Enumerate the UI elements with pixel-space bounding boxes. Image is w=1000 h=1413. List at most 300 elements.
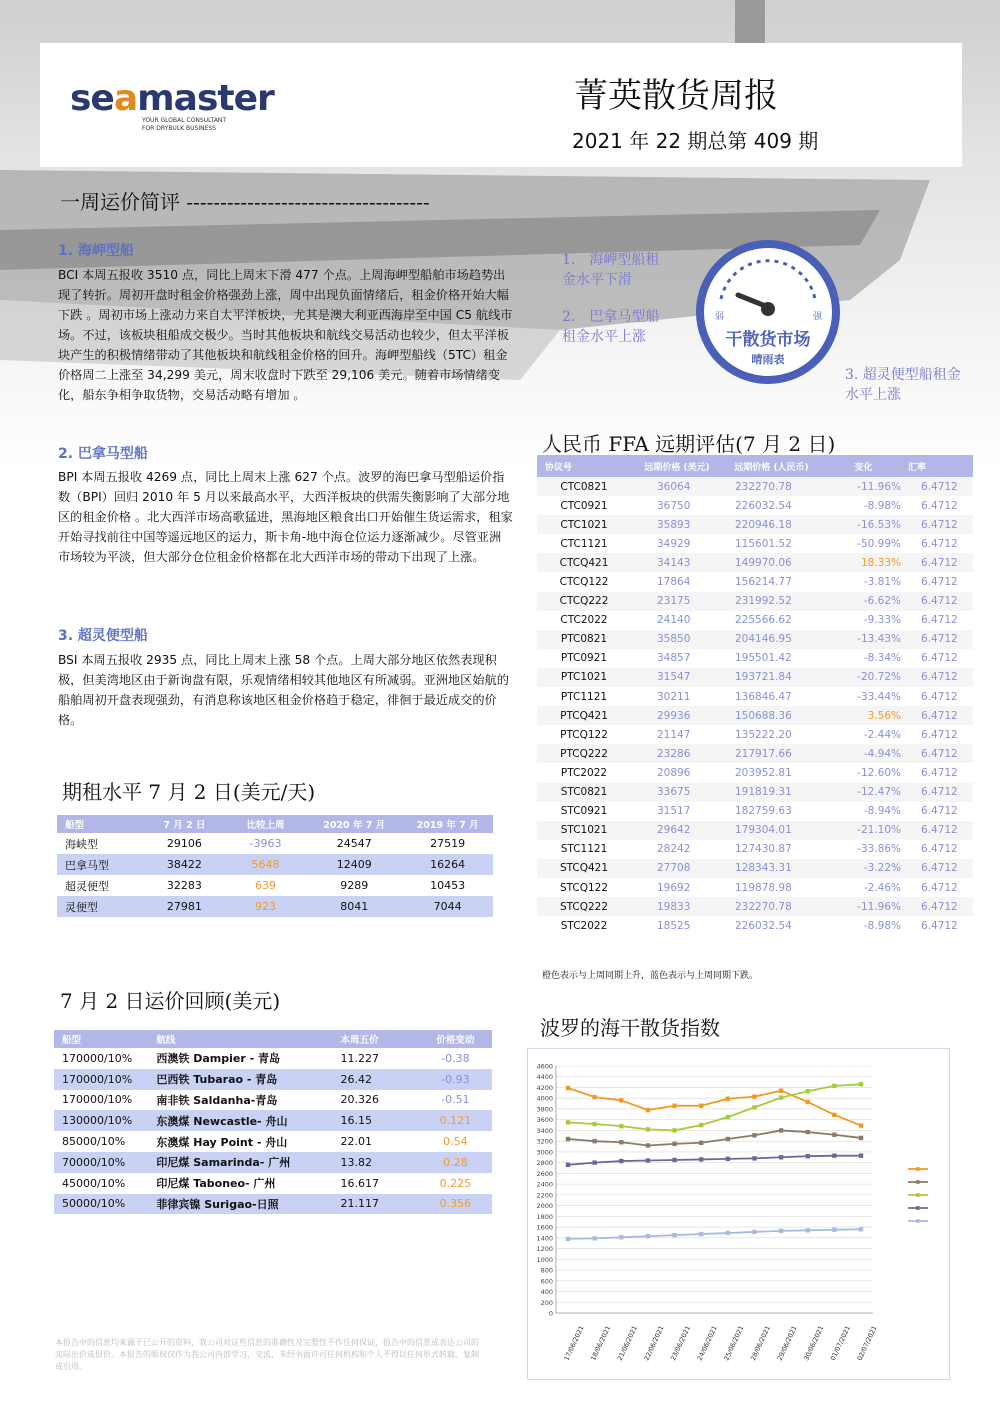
data-point: [699, 1157, 703, 1161]
y2019-cell: 10453: [430, 879, 466, 892]
change-cell: -50.99%: [857, 537, 901, 550]
x-tick-label: 29/06/2021: [775, 1324, 799, 1362]
freight-heading: 7 月 2 日运价回顾(美元): [60, 989, 281, 1013]
fx-cell: 6.4712: [921, 747, 958, 760]
data-point: [699, 1104, 703, 1108]
col-header: 汇率: [908, 462, 927, 473]
usd-price-cell: 36750: [657, 499, 691, 512]
col-header: 价格变动: [436, 1035, 475, 1046]
table-row: [537, 763, 973, 782]
usd-price-cell: 34143: [657, 556, 691, 569]
panamax-paragraph: BPI 本周五报收 4269 点，同比上周末上涨 627 个点。波罗的海巴拿马型船运价指数（BPI）回归 2010 年 5 月以来最高水平，大西洋板块的供需失衡影响了大部分地区的租金价格 。北大西洋市场高歌猛进，黑海地区粮食出口开始催生货运需求，租家开始寻找前往中国等遥远地区的运力，斯卡角-地中海仓位运力逐渐减少。尽管亚洲市场较为平淡，但大部分仓位租金价格都在北大西洋市场的带动下出现了上涨。: [58, 470, 513, 564]
data-point: [859, 1153, 863, 1157]
price-change-cell: -0.93: [441, 1072, 470, 1086]
usd-price-cell: 33675: [657, 786, 691, 799]
rmb-price-cell: 220946.18: [735, 518, 792, 531]
rmb-price-cell: 115601.52: [735, 537, 792, 550]
usd-price-cell: 17864: [657, 576, 691, 589]
rmb-price-cell: 191819.31: [735, 786, 792, 799]
y-tick-label: 1800: [536, 1212, 553, 1221]
legend-marker: [916, 1206, 920, 1210]
data-point: [646, 1143, 650, 1147]
table-row: [537, 477, 973, 496]
ffa-color-note: 橙色表示与上周同期上升，蓝色表示与上周同期下跌。: [542, 971, 759, 981]
route-cell: 东澳煤 Hay Point - 舟山: [156, 1135, 288, 1149]
data-point: [779, 1128, 783, 1132]
fx-cell: 6.4712: [921, 671, 958, 684]
contract-cell: PTCQ122: [560, 728, 608, 741]
data-point: [699, 1141, 703, 1145]
price-change-cell: 0.225: [439, 1176, 472, 1190]
usd-price-cell: 31517: [657, 805, 691, 818]
data-point: [832, 1153, 836, 1157]
usd-price-cell: 28242: [657, 843, 691, 856]
data-point: [726, 1231, 730, 1235]
bdi-line-chart: [528, 1049, 949, 1379]
usd-price-cell: 18525: [657, 919, 691, 932]
contract-cell: STC2022: [560, 919, 608, 932]
fx-cell: 6.4712: [921, 595, 958, 608]
table-row: [57, 896, 493, 917]
rmb-price-cell: 195501.42: [735, 652, 792, 665]
series-line: [568, 1229, 861, 1239]
route-cell: 西澳铁 Dampier - 青岛: [156, 1052, 281, 1066]
data-point: [859, 1123, 863, 1127]
contract-cell: PTCQ222: [560, 747, 608, 760]
x-tick-label: 01/07/2021: [828, 1324, 853, 1362]
ship-size-cell: 50000/10%: [62, 1197, 126, 1211]
rmb-price-cell: 156214.77: [735, 576, 792, 589]
data-point: [646, 1108, 650, 1112]
price-cell: 26.42: [340, 1072, 373, 1086]
table-row: [54, 1048, 492, 1069]
change-cell: 639: [255, 879, 277, 892]
usd-price-cell: 34929: [657, 537, 691, 550]
fx-cell: 6.4712: [921, 690, 958, 703]
data-point: [832, 1133, 836, 1137]
contract-cell: PTCQ421: [560, 709, 608, 722]
route-cell: 南非铁 Saldanha-青岛: [156, 1093, 278, 1107]
change-cell: -3963: [249, 837, 282, 850]
fx-cell: 6.4712: [921, 900, 958, 913]
change-cell: -33.44%: [857, 690, 901, 703]
change-cell: 923: [255, 900, 277, 913]
data-point: [592, 1160, 596, 1164]
data-point: [859, 1082, 863, 1086]
data-point: [779, 1155, 783, 1159]
price-cell: 20.326: [340, 1093, 380, 1107]
table-row: [537, 496, 973, 515]
price-change-cell: 0.356: [439, 1197, 472, 1211]
table-row: [537, 515, 973, 534]
change-cell: -16.53%: [857, 518, 901, 531]
contract-cell: CTC1121: [560, 537, 608, 550]
ship-size-cell: 85000/10%: [62, 1135, 126, 1149]
rate-cell: 27981: [166, 900, 202, 913]
y-tick-label: 1200: [536, 1245, 553, 1254]
logo-tagline: YOUR GLOBAL CONSULTANT FOR DRYBULK BUSINESS: [142, 117, 227, 132]
rate-cell: 29106: [166, 837, 202, 850]
contract-cell: PTC0821: [560, 633, 608, 646]
ship-size-cell: 170000/10%: [62, 1093, 133, 1107]
change-cell: -4.94%: [863, 747, 901, 760]
change-cell: -3.22%: [863, 862, 901, 875]
panamax-heading: 2. 巴拿马型船: [58, 446, 148, 462]
data-point: [619, 1235, 623, 1239]
series-line: [568, 1130, 861, 1145]
fx-cell: 6.4712: [921, 862, 958, 875]
capesize-paragraph: BCI 本周五报收 3510 点，同比上周末下滑 477 个点。上周海岬型船舶市场趋势出现了转折。周初开盘时租金价格强劲上涨，周中出现负面情绪后，租金价格开始大幅下跌 。周初市场上涨动力来自太平洋板块，尤其是澳大利亚西海岸至中国 C5 航线市场。不过，该板块租船成交极少。当时其他板块和航线交易活动也较少，但太平洋板块产生的积极情绪带动了其他板块和航线租金价格的回升。海岬型船线（5TC）租金价格周二上涨至 34,299 美元，周末收盘时下跌至 29,106 美元。随着市场情绪变化，船东争相争取货物，交易活动略有增加 。: [58, 268, 513, 402]
change-cell: -21.10%: [857, 824, 901, 837]
price-change-cell: 0.54: [443, 1135, 468, 1149]
data-point: [832, 1084, 836, 1088]
rmb-price-cell: 136846.47: [735, 690, 792, 703]
y-tick-label: 2000: [536, 1202, 553, 1211]
ship-size-cell: 45000/10%: [62, 1176, 126, 1190]
fx-cell: 6.4712: [921, 537, 958, 550]
data-point: [779, 1229, 783, 1233]
data-point: [726, 1097, 730, 1101]
usd-price-cell: 31547: [657, 671, 691, 684]
table-row: [537, 821, 973, 840]
summary-capesize: 1. 海岬型船租金水平下滑: [562, 252, 660, 288]
col-header: 远期价格 (人民币): [734, 462, 809, 473]
route-cell: 印尼煤 Samarinda- 广州: [156, 1156, 291, 1170]
price-cell: 22.01: [340, 1135, 373, 1149]
fx-cell: 6.4712: [921, 614, 958, 627]
data-point: [619, 1140, 623, 1144]
table-row: [57, 875, 493, 896]
data-point: [859, 1227, 863, 1231]
change-cell: -8.94%: [863, 805, 901, 818]
usd-price-cell: 24140: [657, 614, 691, 627]
data-point: [752, 1156, 756, 1160]
col-header: 变化: [854, 462, 873, 473]
data-point: [806, 1089, 810, 1093]
change-cell: -8.98%: [863, 919, 901, 932]
y-tick-label: 600: [540, 1277, 553, 1286]
rmb-price-cell: 217917.66: [735, 747, 792, 760]
legend-marker: [916, 1193, 920, 1197]
table-row: [537, 534, 973, 553]
summary-supramax: 3. 超灵便型船租金水平上涨: [845, 367, 961, 403]
contract-cell: CTC1021: [560, 518, 608, 531]
table-row: [537, 630, 973, 649]
change-cell: 18.33%: [860, 556, 901, 569]
chart-frame: [527, 1048, 950, 1380]
rmb-price-cell: 225566.62: [735, 614, 792, 627]
change-cell: -9.33%: [863, 614, 901, 627]
data-point: [699, 1123, 703, 1127]
price-change-cell: 0.28: [443, 1155, 468, 1169]
rmb-price-cell: 127430.87: [735, 843, 792, 856]
rmb-price-cell: 231992.52: [735, 595, 792, 608]
data-point: [806, 1228, 810, 1232]
change-cell: 3.56%: [867, 709, 901, 722]
rmb-price-cell: 119878.98: [735, 881, 792, 894]
data-point: [779, 1095, 783, 1099]
rmb-price-cell: 204146.95: [735, 633, 792, 646]
col-header: 2020 年 7 月: [323, 820, 386, 831]
table-row: [54, 1194, 492, 1215]
usd-price-cell: 35850: [657, 633, 691, 646]
data-point: [619, 1159, 623, 1163]
price-cell: 13.82: [340, 1155, 373, 1169]
usd-price-cell: 23175: [657, 595, 691, 608]
contract-cell: STC1021: [560, 824, 608, 837]
y-tick-label: 800: [540, 1266, 553, 1275]
y2020-cell: 9289: [340, 879, 369, 892]
change-cell: -11.96%: [857, 900, 901, 913]
y-tick-label: 2400: [536, 1180, 553, 1189]
col-header: 船型: [62, 1035, 82, 1046]
ship-size-cell: 130000/10%: [62, 1114, 133, 1128]
contract-cell: STCQ421: [559, 862, 609, 875]
x-tick-label: 30/06/2021: [802, 1324, 826, 1362]
data-point: [592, 1236, 596, 1240]
table-row: [537, 840, 973, 859]
data-point: [726, 1137, 730, 1141]
table-row: [537, 802, 973, 821]
data-point: [592, 1095, 596, 1099]
rmb-price-cell: 128343.31: [735, 862, 792, 875]
rmb-price-cell: 232270.78: [735, 480, 792, 493]
y-tick-label: 1000: [536, 1255, 553, 1264]
legend-marker: [916, 1219, 920, 1223]
y-tick-label: 2800: [536, 1159, 553, 1168]
usd-price-cell: 30211: [657, 690, 691, 703]
contract-cell: CTCQ122: [559, 576, 609, 589]
rmb-price-cell: 182759.63: [735, 805, 792, 818]
usd-price-cell: 34857: [657, 652, 691, 665]
table-row: [537, 553, 973, 572]
price-cell: 16.15: [340, 1114, 373, 1128]
table-row: [537, 878, 973, 897]
y2020-cell: 8041: [340, 900, 369, 913]
price-change-cell: 0.121: [439, 1114, 472, 1128]
y-tick-label: 4000: [536, 1094, 553, 1103]
data-point: [699, 1232, 703, 1236]
ffa-table: [537, 455, 973, 935]
review-heading: 一周运价简评 ------------------------------------: [60, 190, 430, 214]
table-row: [54, 1152, 492, 1173]
data-point: [752, 1230, 756, 1234]
table-row: [537, 687, 973, 706]
usd-price-cell: 36064: [657, 480, 691, 493]
y-tick-label: 0: [548, 1309, 553, 1318]
change-cell: -3.81%: [863, 576, 901, 589]
change-cell: -12.60%: [857, 766, 901, 779]
contract-cell: PTC1021: [560, 671, 608, 684]
data-point: [619, 1098, 623, 1102]
x-tick-label: 24/06/2021: [695, 1324, 719, 1362]
table-row: [57, 833, 493, 854]
capesize-heading: 1. 海岬型船: [58, 243, 134, 259]
change-cell: -2.44%: [863, 728, 901, 741]
change-cell: 5648: [251, 858, 280, 871]
rmb-price-cell: 226032.54: [735, 919, 792, 932]
ship-type-cell: 灵便型: [65, 900, 98, 914]
company-logo: seamaster: [70, 78, 274, 119]
ship-size-cell: 170000/10%: [62, 1072, 133, 1086]
usd-price-cell: 19692: [657, 881, 691, 894]
fx-cell: 6.4712: [921, 766, 958, 779]
change-cell: -6.62%: [863, 595, 901, 608]
contract-cell: CTCQ222: [559, 595, 609, 608]
summary-panamax: 2. 巴拿马型船租金水平上涨: [562, 309, 660, 345]
data-point: [859, 1136, 863, 1140]
y2020-cell: 12409: [336, 858, 372, 871]
table-row: [54, 1173, 492, 1194]
y-tick-label: 4400: [536, 1073, 553, 1082]
contract-cell: PTC2022: [560, 766, 608, 779]
col-header: 2019 年 7 月: [416, 820, 479, 831]
table-row: [537, 783, 973, 802]
usd-price-cell: 35893: [657, 518, 691, 531]
y-tick-label: 2600: [536, 1169, 553, 1178]
y-tick-label: 1400: [536, 1234, 553, 1243]
rmb-price-cell: 150688.36: [735, 709, 792, 722]
table-row: [537, 744, 973, 763]
supramax-heading: 3. 超灵便型船: [58, 628, 148, 644]
fx-cell: 6.4712: [921, 480, 958, 493]
contract-cell: STC0821: [560, 786, 608, 799]
fx-cell: 6.4712: [921, 652, 958, 665]
fx-cell: 6.4712: [921, 786, 958, 799]
data-point: [592, 1122, 596, 1126]
usd-price-cell: 21147: [657, 728, 691, 741]
table-row: [54, 1110, 492, 1131]
data-point: [672, 1104, 676, 1108]
rmb-price-cell: 193721.84: [735, 671, 792, 684]
ship-type-cell: 海峡型: [65, 837, 98, 851]
table-row: [537, 725, 973, 744]
y-tick-label: 200: [540, 1298, 553, 1307]
rmb-price-cell: 135222.20: [735, 728, 792, 741]
data-point: [752, 1133, 756, 1137]
fx-cell: 6.4712: [921, 709, 958, 722]
contract-cell: CTC0921: [560, 499, 608, 512]
timecharter-heading: 期租水平 7 月 2 日(美元/天): [62, 780, 316, 804]
col-header: 航线: [156, 1035, 176, 1046]
ship-type-cell: 巴拿马型: [65, 858, 109, 872]
usd-price-cell: 27708: [657, 862, 691, 875]
supramax-paragraph: BSI 本周五报收 2935 点，同比上周末上涨 58 个点。上周大部分地区依然表现积极，但美湾地区由于新询盘有限，乐观情绪相较其他地区有所减弱。亚洲地区始航的船舶周初开盘表现强劲，有消息称该地区租金价格趋于稳定，徘徊于最近成交的价格。: [58, 653, 509, 727]
data-point: [726, 1157, 730, 1161]
table-row: [54, 1090, 492, 1111]
gauge-low-label: 弱: [715, 312, 725, 322]
report-title: 菁英散货周报: [574, 76, 778, 116]
data-point: [646, 1127, 650, 1131]
series-line: [568, 1156, 861, 1165]
table-row: [537, 897, 973, 916]
data-point: [806, 1130, 810, 1134]
rmb-price-cell: 203952.81: [735, 766, 792, 779]
table-row: [537, 611, 973, 630]
disclaimer: 本报告中的信息均来源于已公开的资料，我公司对这些信息的准确性及完整性不作任何保证，报告中的信息或表达公司的实际出价或报价。本报告的版权仅作为我公司内部学习，交流，未经书面许可任何机构和个人不得以任何形式转载、复制或引用。: [55, 1338, 479, 1371]
y-tick-label: 3600: [536, 1116, 553, 1125]
gauge-high-label: 强: [813, 312, 823, 322]
fx-cell: 6.4712: [921, 499, 958, 512]
table-row: [57, 854, 493, 875]
col-header: 协议号: [545, 462, 573, 473]
table-row: [537, 572, 973, 591]
col-header: 远期价格 (美元): [644, 462, 710, 473]
contract-cell: STCQ222: [559, 900, 609, 913]
x-tick-label: 22/06/2021: [642, 1324, 666, 1362]
freight-table: [54, 1030, 492, 1214]
table-row: [54, 1131, 492, 1152]
y-tick-label: 400: [540, 1288, 553, 1297]
fx-cell: 6.4712: [921, 576, 958, 589]
data-point: [832, 1113, 836, 1117]
data-point: [592, 1139, 596, 1143]
route-cell: 印尼煤 Taboneo- 广州: [156, 1177, 276, 1191]
data-point: [832, 1228, 836, 1232]
chart-heading: 波罗的海干散货指数: [540, 1016, 720, 1040]
data-point: [672, 1142, 676, 1146]
fx-cell: 6.4712: [921, 843, 958, 856]
contract-cell: CTC0821: [560, 480, 608, 493]
route-cell: 菲律宾镍 Surigao-日照: [156, 1197, 279, 1211]
rmb-price-cell: 232270.78: [735, 900, 792, 913]
x-tick-label: 28/06/2021: [749, 1324, 773, 1362]
fx-cell: 6.4712: [921, 728, 958, 741]
table-row: [537, 916, 973, 935]
contract-cell: STC0921: [560, 805, 608, 818]
data-point: [672, 1158, 676, 1162]
rmb-price-cell: 226032.54: [735, 499, 792, 512]
data-point: [672, 1128, 676, 1132]
ship-size-cell: 70000/10%: [62, 1155, 126, 1169]
legend-marker: [916, 1180, 920, 1184]
contract-cell: STC1121: [560, 843, 608, 856]
change-cell: -11.96%: [857, 480, 901, 493]
y-tick-label: 4200: [536, 1083, 553, 1092]
fx-cell: 6.4712: [921, 556, 958, 569]
fx-cell: 6.4712: [921, 919, 958, 932]
rate-cell: 38422: [166, 858, 202, 871]
y2019-cell: 16264: [430, 858, 466, 871]
data-point: [619, 1124, 623, 1128]
price-cell: 21.117: [340, 1197, 380, 1211]
table-row: [537, 706, 973, 725]
data-point: [646, 1234, 650, 1238]
data-point: [566, 1237, 570, 1241]
col-header: 船型: [65, 820, 85, 831]
change-cell: -33.86%: [857, 843, 901, 856]
usd-price-cell: 19833: [657, 900, 691, 913]
y-tick-label: 3800: [536, 1105, 553, 1114]
table-row: [537, 592, 973, 611]
x-tick-label: 21/06/2021: [615, 1324, 639, 1362]
price-change-cell: -0.51: [441, 1093, 470, 1107]
usd-price-cell: 29642: [657, 824, 691, 837]
data-point: [646, 1158, 650, 1162]
change-cell: -8.98%: [863, 499, 901, 512]
contract-cell: STCQ122: [559, 881, 609, 894]
x-tick-label: 17/06/2021: [562, 1324, 586, 1362]
data-point: [566, 1163, 570, 1167]
fx-cell: 6.4712: [921, 881, 958, 894]
fx-cell: 6.4712: [921, 518, 958, 531]
usd-price-cell: 20896: [657, 766, 691, 779]
y-tick-label: 4600: [536, 1062, 553, 1071]
issue-number: 2021 年 22 期总第 409 期: [572, 129, 819, 153]
data-point: [779, 1089, 783, 1093]
rmb-price-cell: 149970.06: [735, 556, 792, 569]
data-point: [726, 1115, 730, 1119]
